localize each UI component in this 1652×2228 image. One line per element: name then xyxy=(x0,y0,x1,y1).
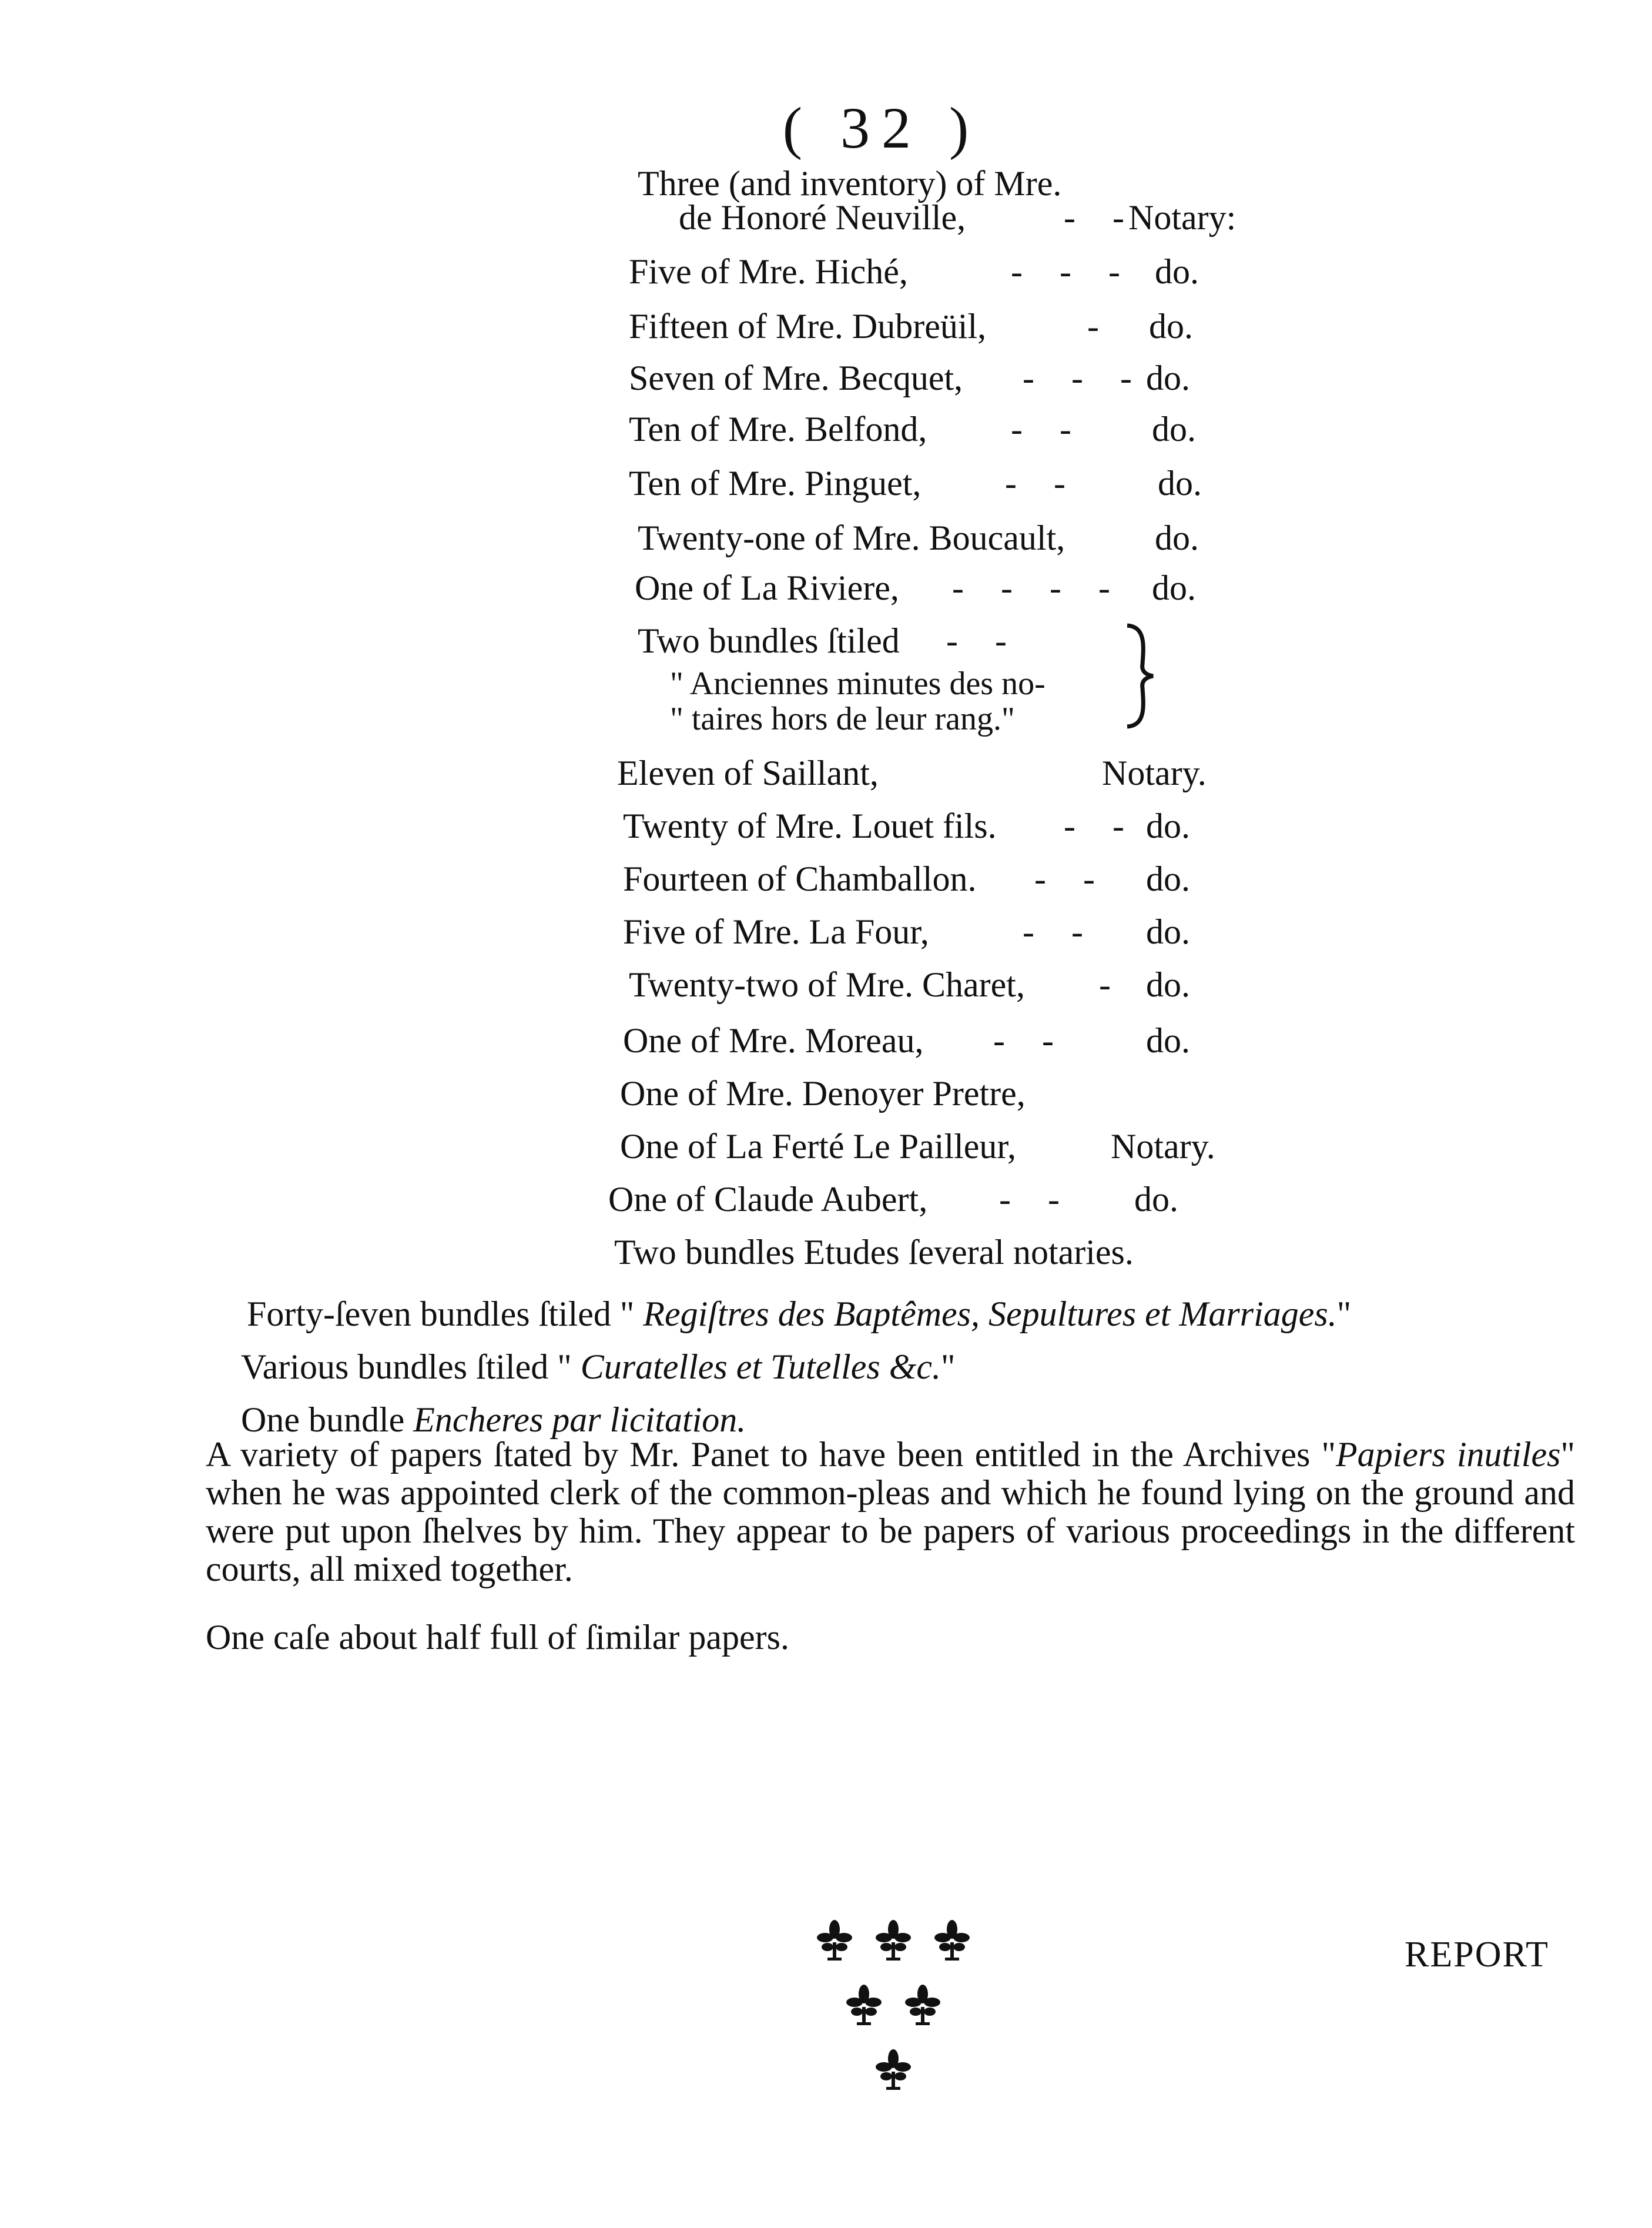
entry-name: Eleven of Saillant, xyxy=(617,754,879,792)
entry-name: One of Mre. Moreau, xyxy=(623,1021,924,1060)
entry-notary-mark: Notary. xyxy=(1111,1127,1215,1166)
bundle-line-curatelles: Various bundles ſtiled " Curatelles et Tutelles &c." xyxy=(241,1347,956,1386)
entry-notary-mark: Notary. xyxy=(1102,754,1207,792)
leader-dashes: - - - xyxy=(1011,252,1134,291)
entry-notary-mark: do. xyxy=(1158,464,1202,503)
leader-dashes: - - xyxy=(1064,198,1138,237)
entry-name: Ten of Mre. Belfond, xyxy=(629,410,927,449)
entry-name: Two bundles Etudes ſeveral notaries. xyxy=(614,1233,1134,1272)
entry-notary-mark: do. xyxy=(1152,568,1196,607)
entry-notary-mark: do. xyxy=(1146,912,1190,951)
entry-notary-mark: do. xyxy=(1155,518,1199,557)
entry-name: Five of Mre. La Four, xyxy=(623,912,929,951)
entry-name: Twenty-one of Mre. Boucault, xyxy=(638,518,1065,557)
bundle-line-encheres: One bundle Encheres par licitation. xyxy=(241,1400,746,1439)
entry-name: Seven of Mre. Becquet, xyxy=(629,359,963,397)
entry-notary-mark: do. xyxy=(1146,965,1190,1004)
entry-notary-mark: do. xyxy=(1146,359,1190,397)
entry-notary-mark: do. xyxy=(1155,252,1199,291)
archives-paragraph: A variety of papers ſtated by Mr. Panet to have been entitled in the Archives "Papiers inutiles" when he was appointed clerk of the common-pleas and which he found lying on the ground and were put upon ſhelves by him. They appear to be papers of various proceedings in the different courts, all mixed together. xyxy=(206,1435,1575,1588)
entry-name: One of Claude Aubert, xyxy=(608,1180,928,1219)
leader-dashes: - xyxy=(1087,307,1113,346)
entry-notary-mark: do. xyxy=(1146,859,1190,898)
entry-name: One of La Ferté Le Pailleur, xyxy=(620,1127,1017,1166)
entry-notary-mark: do. xyxy=(1134,1180,1178,1219)
bundle-line-registers: Forty-ſeven bundles ſtiled " Regiſtres des Baptêmes, Sepultures et Marriages." xyxy=(247,1294,1352,1333)
entry-notary-mark: do. xyxy=(1152,410,1196,449)
entry-notary-mark: do. xyxy=(1146,807,1190,845)
entry-notary-mark: do. xyxy=(1146,1021,1190,1060)
entry-notary-mark: Notary: xyxy=(1128,198,1237,237)
entry-name: One of La Riviere, xyxy=(635,568,899,607)
leader-dashes: - - xyxy=(1005,464,1080,503)
page-number: ( 32 ) xyxy=(782,95,981,160)
quote-line-2: " taires hors de leur rang." xyxy=(670,701,1015,737)
leader-dashes: - - - - xyxy=(952,568,1124,607)
entry-name: Fifteen of Mre. Dubreüil, xyxy=(629,307,987,346)
entry-name: Ten of Mre. Pinguet, xyxy=(629,464,921,503)
curly-brace-icon xyxy=(1122,623,1158,729)
entry-name: Twenty-two of Mre. Charet, xyxy=(629,965,1025,1004)
entry-name: Three (and inventory) of Mre. xyxy=(638,164,1062,203)
fleuron-ornament-icon xyxy=(805,1911,981,2110)
leader-dashes: - - xyxy=(1034,859,1109,898)
catchword: REPORT xyxy=(1405,1935,1549,1975)
entry-name: Two bundles ſtiled xyxy=(638,621,900,660)
leader-dashes: - - xyxy=(1023,912,1097,951)
leader-dashes: - - xyxy=(993,1021,1068,1060)
closing-line: One caſe about half full of ſimilar papers. xyxy=(206,1618,789,1657)
leader-dashes: - - xyxy=(1064,807,1138,845)
leader-dashes: - xyxy=(1099,965,1125,1004)
entry-name: One of Mre. Denoyer Pretre, xyxy=(620,1074,1026,1113)
entry-name: de Honoré Neuville, xyxy=(679,198,966,237)
leader-dashes: - - xyxy=(999,1180,1074,1219)
quote-line-1: " Anciennes minutes des no- xyxy=(670,665,1046,702)
entry-name: Five of Mre. Hiché, xyxy=(629,252,908,291)
leader-dashes: - - xyxy=(1011,410,1085,449)
leader-dashes: - - xyxy=(946,621,1021,660)
entry-notary-mark: do. xyxy=(1149,307,1193,346)
entry-name: Twenty of Mre. Louet fils. xyxy=(623,807,997,845)
leader-dashes: - - - xyxy=(1023,359,1146,397)
entry-name: Fourteen of Chamballon. xyxy=(623,859,977,898)
